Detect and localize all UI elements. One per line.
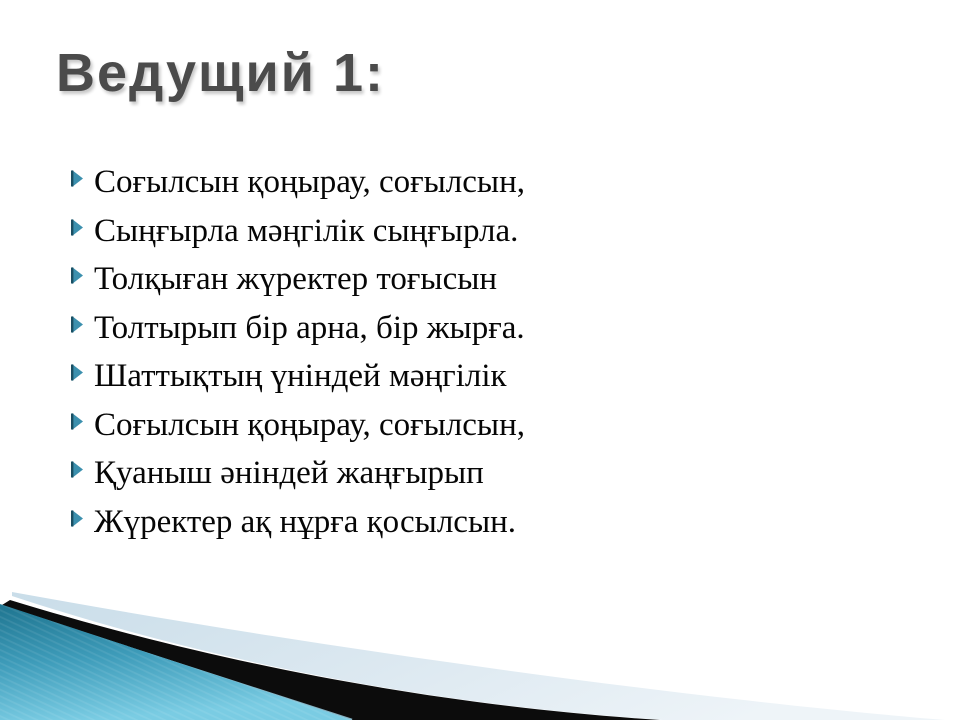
- bullet-arrow-icon: [70, 460, 84, 479]
- list-item-text: Сыңғырла мәңгілік сыңғырла.: [94, 212, 519, 249]
- bullet-list: [70, 160, 690, 548]
- list-item-text: Шаттықтың үніндей мәңгілік: [94, 358, 507, 394]
- page-title: Ведущий 1:: [56, 43, 385, 103]
- list-item-text: Толқыған жүректер тоғысын: [94, 261, 498, 297]
- bullet-arrow-icon: [70, 315, 84, 334]
- list-item: [70, 209, 690, 258]
- list-item: [70, 306, 690, 355]
- list-item: [70, 403, 690, 452]
- bullet-arrow-icon: [70, 509, 84, 528]
- list-item-text: Соғылсын қоңырау, соғылсын,: [94, 406, 525, 443]
- bullet-arrow-icon: [70, 218, 84, 237]
- bullet-arrow-icon: [70, 266, 84, 285]
- list-item: [70, 354, 690, 403]
- bullet-arrow-icon: [70, 169, 84, 188]
- list-item-text: Қуаныш әніндей жаңғырып: [94, 455, 484, 491]
- bullet-arrow-icon: [70, 412, 84, 431]
- list-item: [70, 500, 690, 549]
- list-item-text: Жүректер ақ нұрға қосылсын.: [94, 503, 517, 540]
- bullet-arrow-icon: [70, 363, 84, 382]
- list-item: [70, 451, 690, 500]
- list-item: [70, 160, 690, 209]
- list-item-text: Соғылсын қоңырау, соғылсын,: [94, 164, 525, 200]
- list-item: [70, 257, 690, 306]
- list-item-text: Толтырып бір арна, бір жырға.: [94, 309, 525, 346]
